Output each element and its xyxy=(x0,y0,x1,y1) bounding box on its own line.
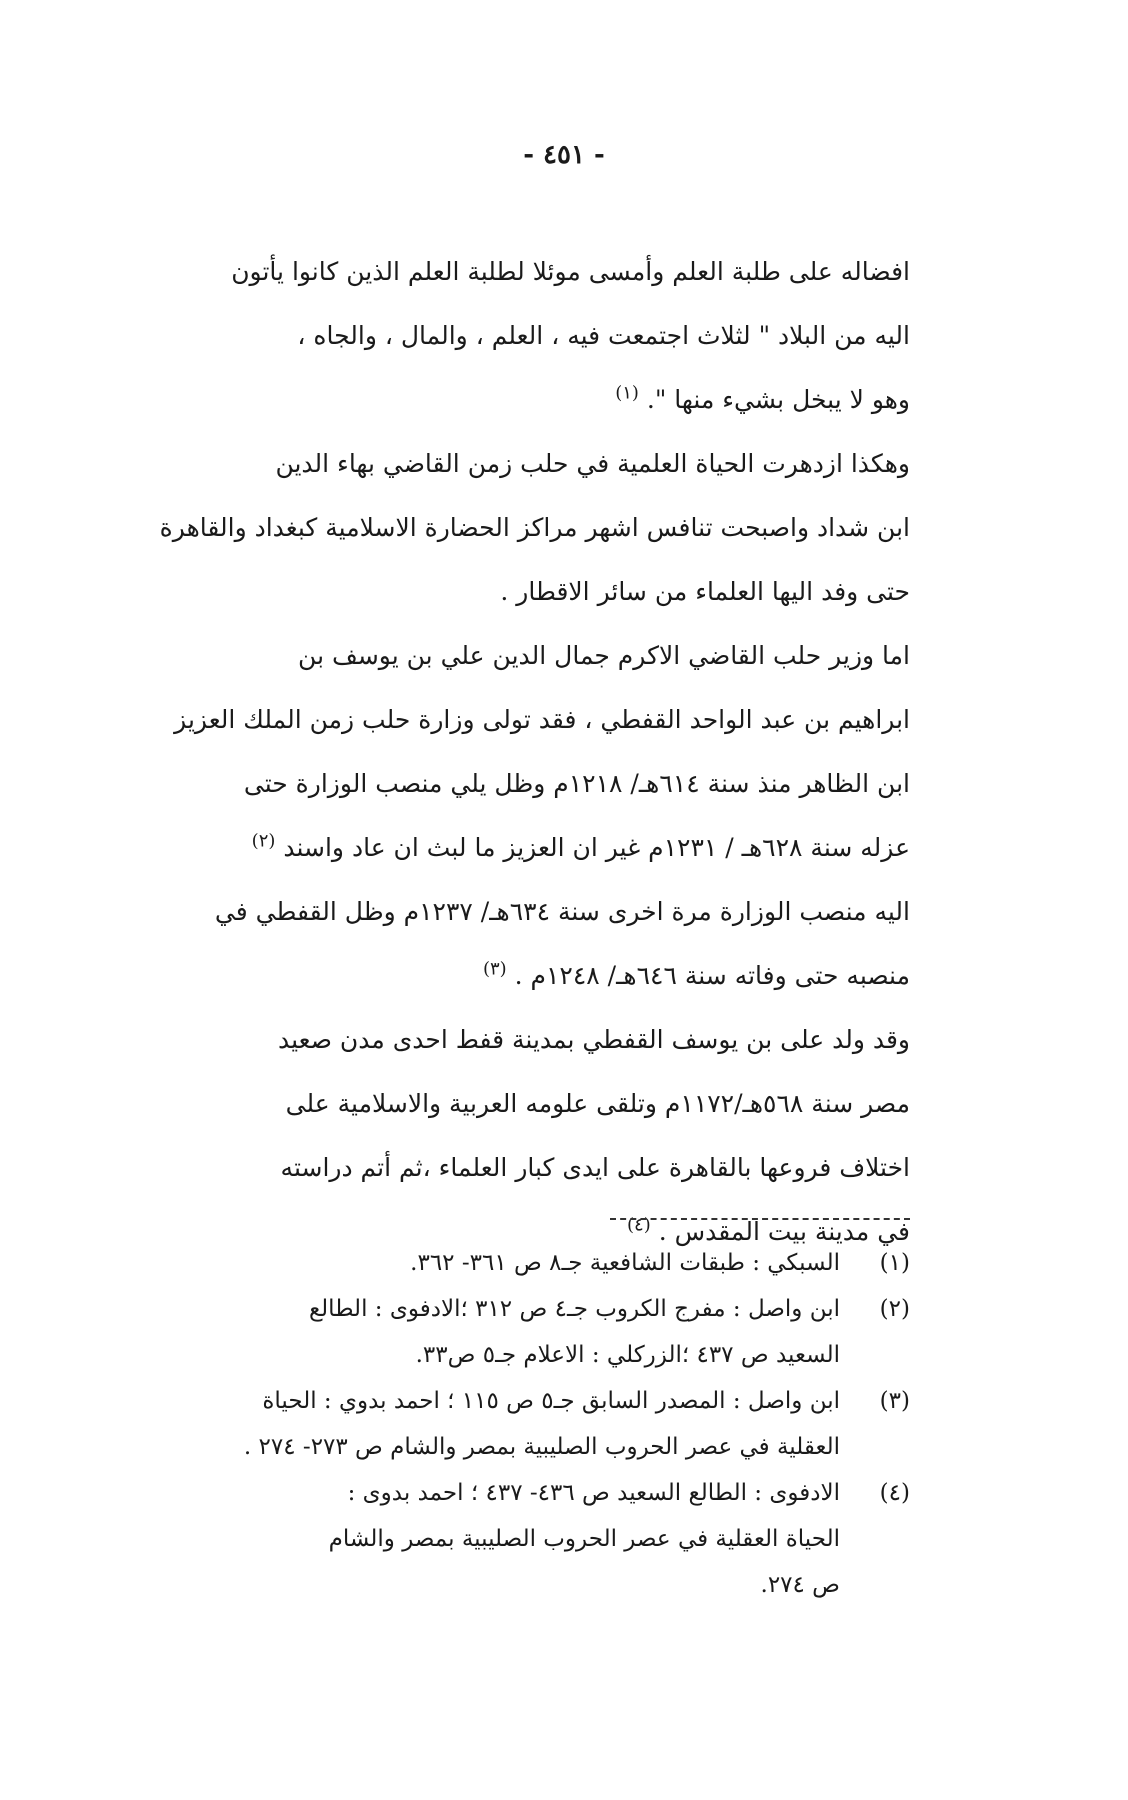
text-line: اختلاف فروعها بالقاهرة على ايدى كبار العلماء ،ثم أتم دراسته xyxy=(280,1153,910,1182)
text-line xyxy=(110,816,910,880)
text-line: وقد ولد على بن يوسف القفطي بمدينة قفط احدى مدن صعيد xyxy=(277,1025,910,1054)
footnote-text xyxy=(110,1470,840,1608)
text-line xyxy=(110,368,910,432)
page-number: - ٤٥١ - xyxy=(523,140,605,170)
footnote-text xyxy=(110,1378,840,1470)
text-line: افضاله على طلبة العلم وأمسى موئلا لطلبة العلم الذين كانوا يأتون xyxy=(231,257,910,286)
footnote-text xyxy=(110,1240,840,1286)
footnote-separator xyxy=(610,1218,910,1220)
text-line: اليه منصب الوزارة مرة اخرى سنة ٦٣٤هـ/ ١٢٣٧م وظل القفطي في xyxy=(214,897,910,926)
footnote-number: (٤) xyxy=(879,1480,910,1506)
paragraph xyxy=(110,432,910,624)
footnote-text xyxy=(110,1286,840,1378)
text-line-content: وهو لا يبخل بشيء منها ". xyxy=(646,385,910,414)
footnote-mark: (٢) xyxy=(251,830,276,852)
footnotes xyxy=(110,1240,910,1608)
footnote-mark: (٤) xyxy=(627,1214,651,1236)
paragraph xyxy=(110,1008,910,1264)
footnote xyxy=(110,1470,910,1608)
text-line: مصر سنة ٥٦٨هـ/١١٧٢م وتلقى علومه العربية والاسلامية على xyxy=(285,1089,910,1118)
text-line xyxy=(110,944,910,1008)
footnote-number: (٢) xyxy=(879,1296,910,1322)
footnote-line: ابن واصل : المصدر السابق جـ٥ ص ١١٥ ؛ احمد بدوي : الحياة xyxy=(262,1388,840,1414)
text-line: اليه من البلاد " لثلاث اجتمعت فيه ، العلم ، والمال ، والجاه ، xyxy=(297,321,910,350)
text-line-content: عزله سنة ٦٢٨هـ / ١٢٣١م غير ان العزيز ما لبث ان عاد واسند xyxy=(283,833,910,862)
text-line: ابن شداد واصبحت تنافس اشهر مراكز الحضارة الاسلامية كبغداد والقاهرة xyxy=(159,513,910,542)
paragraph xyxy=(110,624,910,1008)
footnote-number: (١) xyxy=(879,1250,910,1276)
footnote xyxy=(110,1378,910,1470)
text-line: حتى وفد اليها العلماء من سائر الاقطار . xyxy=(500,577,910,606)
footnote-line: ص ٢٧٤. xyxy=(760,1572,840,1598)
text-line-content: في مدينة بيت المقدس . xyxy=(658,1217,910,1246)
text-line: اما وزير حلب القاضي الاكرم جمال الدين علي بن يوسف بن xyxy=(298,641,910,670)
text-line: ابراهيم بن عبد الواحد القفطي ، فقد تولى وزارة حلب زمن الملك العزيز xyxy=(174,705,910,734)
footnote-line: الادفوى : الطالع السعيد ص ٤٣٦- ٤٣٧ ؛ احمد بدوى : xyxy=(347,1480,840,1506)
footnote-line: ابن واصل : مفرج الكروب جـ٤ ص ٣١٢ ؛الادفوى : الطالع xyxy=(308,1296,840,1322)
footnote-line: السعيد ص ٤٣٧ ؛الزركلي : الاعلام جـ٥ ص٣٣. xyxy=(415,1342,840,1368)
footnote-line: السبكي : طبقات الشافعية جـ٨ ص ٣٦١- ٣٦٢. xyxy=(410,1250,840,1276)
footnote-number: (٣) xyxy=(879,1388,910,1414)
text-line-content: منصبه حتى وفاته سنة ٦٤٦هـ/ ١٢٤٨م . xyxy=(514,961,910,990)
footnote-line: العقلية في عصر الحروب الصليبية بمصر والشام ص ٢٧٣- ٢٧٤ . xyxy=(243,1434,840,1460)
text-line: ابن الظاهر منذ سنة ٦١٤هـ/ ١٢١٨م وظل يلي منصب الوزارة حتى xyxy=(243,769,910,798)
footnote xyxy=(110,1240,910,1286)
text-line: وهكذا ازدهرت الحياة العلمية في حلب زمن القاضي بهاء الدين xyxy=(275,449,910,478)
paragraph xyxy=(110,240,910,432)
body-text xyxy=(110,240,910,1264)
footnote-line: الحياة العقلية في عصر الحروب الصليبية بمصر والشام xyxy=(328,1526,840,1552)
footnote-mark: (١) xyxy=(615,382,639,404)
footnote-mark: (٣) xyxy=(482,958,507,980)
footnote xyxy=(110,1286,910,1378)
